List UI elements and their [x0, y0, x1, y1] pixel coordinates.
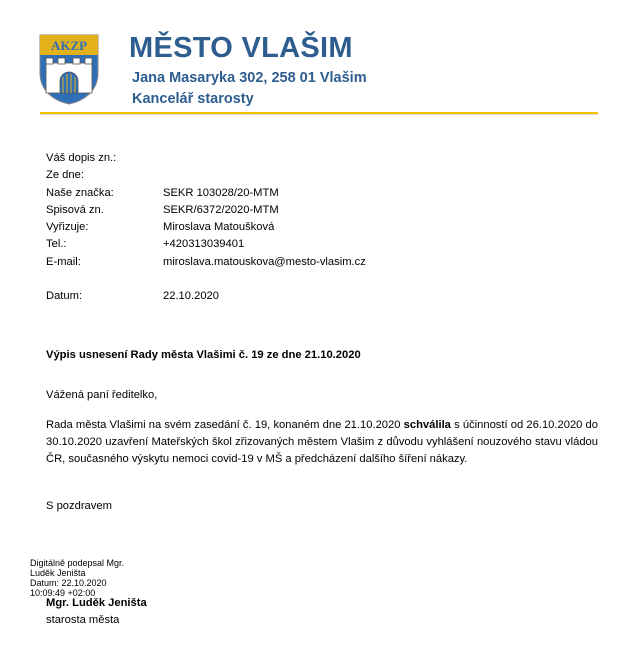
meta-label: E-mail: [46, 255, 81, 268]
meta-row-phone [46, 236, 366, 253]
meta-value: SEKR/6372/2020-MTM [163, 203, 279, 216]
meta-value: Miroslava Matoušková [163, 221, 275, 234]
letter-body [46, 417, 598, 468]
town-name: MĚSTO VLAŠIM [129, 32, 353, 64]
meta-row-email [46, 254, 366, 271]
header-divider-shadow [40, 114, 598, 115]
signatory-role: starosta města [46, 614, 120, 626]
meta-label: Datum: [46, 290, 83, 303]
signature-line: Digitálně podepsal Mgr. [30, 558, 125, 568]
town-crest-logo [38, 33, 100, 105]
meta-label: Váš dopis zn.: [46, 152, 117, 164]
meta-row-file-ref [46, 202, 366, 219]
meta-label: Ze dne: [46, 169, 84, 182]
signature-line: 10:09:49 +02:00 [30, 588, 96, 598]
office-name: Kancelář starosty [132, 91, 254, 107]
meta-label: Spisová zn. [46, 203, 104, 216]
meta-value: miroslava.matouskova@mesto-vlasim.cz [163, 255, 366, 268]
meta-label: Naše značka: [46, 186, 114, 199]
meta-row-handled-by [46, 219, 366, 236]
letter-closing: S pozdravem [46, 500, 112, 512]
letter-greeting: Vážená paní ředitelko, [46, 389, 158, 401]
signatory-name: Mgr. Luděk Jeništa [46, 597, 147, 609]
signature-line: Datum: 22.10.2020 [30, 578, 107, 588]
meta-row-our-ref [46, 185, 366, 202]
body-emphasis: schválila [403, 419, 451, 431]
body-text: Rada města Vlašimi na svém zasedání č. 19, konaném dne 21.10.2020 [46, 419, 404, 431]
town-address: Jana Masaryka 302, 258 01 Vlašim [132, 70, 367, 86]
meta-label: Tel.: [46, 238, 67, 251]
reference-block [46, 150, 366, 306]
meta-row-dated [46, 167, 366, 184]
digital-signature-stamp [30, 558, 124, 598]
meta-value: SEKR 103028/20-MTM [163, 186, 279, 199]
svg-text:AKZP: AKZP [50, 38, 88, 53]
meta-value: 22.10.2020 [163, 290, 219, 303]
letter-subject: Výpis usnesení Rady města Vlašimi č. 19 ze dne 21.10.2020 [46, 349, 361, 361]
meta-value: +420313039401 [163, 238, 245, 251]
meta-label: Vyřizuje: [46, 221, 89, 234]
meta-row-your-letter [46, 150, 366, 167]
body-text-rest: s účinností od 26.10.2020 do 30.10.2020 uzavření Mateřských škol zřizovaných městem Vlašim z důvodu vyhlášení nouzového stavu vládou ČR, současného výskytu nemoci covid-19 v MŠ a předcházení dalšího šíření nákazy. [46, 419, 598, 465]
meta-row-date [46, 288, 366, 305]
signature-line: Luděk Jeništa [30, 568, 86, 578]
